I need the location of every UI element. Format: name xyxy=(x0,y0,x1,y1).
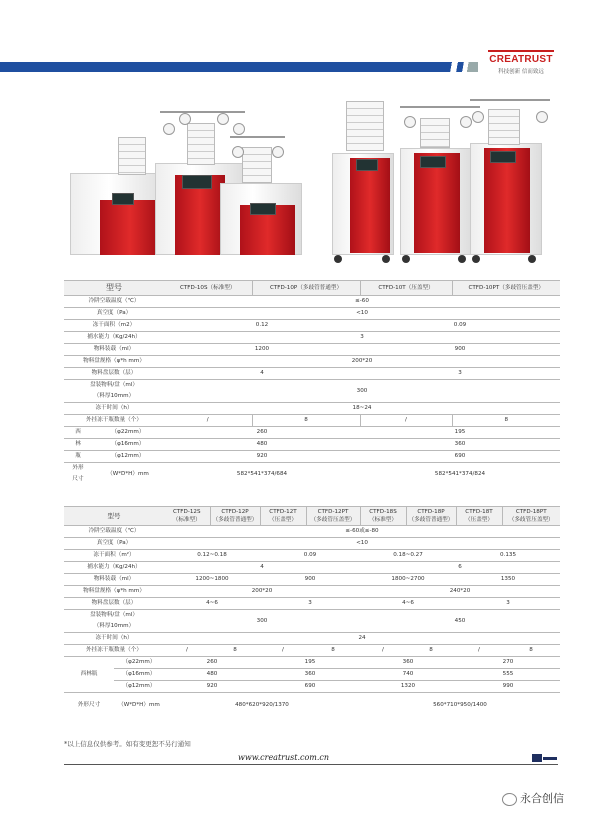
cell-value: 6 xyxy=(360,562,560,574)
row-label: 真空度（Pa） xyxy=(64,538,164,550)
model-name: CTFD-12T xyxy=(269,509,297,515)
cell-value: 480*620*920/1370 xyxy=(164,693,360,718)
table-row xyxy=(64,633,560,645)
cell-value: 360 xyxy=(360,657,456,669)
cell-value: 560*710*950/1400 xyxy=(360,693,560,718)
model-name: CTFD-18S xyxy=(369,509,397,515)
model-name: CTFD-18T xyxy=(465,509,493,515)
table-row xyxy=(64,681,560,693)
cell-value: 480 xyxy=(164,439,360,451)
row-label: 真空度（Pa） xyxy=(64,308,164,320)
cell-value: 300 xyxy=(164,610,360,633)
cell-value: <10 xyxy=(164,538,560,550)
model-name: CTFD-12PT xyxy=(317,509,349,515)
table-header-row xyxy=(64,281,560,296)
cell-value: 8 xyxy=(210,645,260,657)
row-label: 盘装物料/盘（ml） xyxy=(64,380,164,392)
product-photos xyxy=(60,88,570,263)
row-label: 冻干面积（m²） xyxy=(64,550,164,562)
cell-value: 200*20 xyxy=(164,586,360,598)
model-header: 型号 xyxy=(64,281,164,296)
row-label: 物料盘层数（层） xyxy=(64,368,164,380)
table-row xyxy=(64,463,560,475)
dim-unit: （W*D*H）mm xyxy=(114,693,164,718)
model-type: （多歧管压盖型） xyxy=(310,517,356,523)
model-name: CTFD-10T（压盖型） xyxy=(360,281,452,296)
row-label: 冻干面积（m2） xyxy=(64,320,164,332)
cell-value: / xyxy=(360,645,406,657)
table-row xyxy=(64,344,560,356)
model-cell xyxy=(164,507,210,526)
brand-logo xyxy=(488,50,554,75)
cell-value: 0.09 xyxy=(260,550,360,562)
flask-size: （φ22mm） xyxy=(114,657,164,669)
table-row xyxy=(64,320,560,332)
page-mark-bar xyxy=(543,757,557,760)
flask-size: （φ12mm） xyxy=(92,451,164,463)
cell-value: 480 xyxy=(164,669,260,681)
row-label: 物料盘规格（φ*h mm） xyxy=(64,586,164,598)
table-row xyxy=(64,645,560,657)
table-row xyxy=(64,332,560,344)
cell-value: 300 xyxy=(164,380,560,403)
row-label: 盘装物料/盘（ml） xyxy=(64,610,164,622)
product-image-12s xyxy=(332,98,402,263)
cell-value: / xyxy=(260,645,306,657)
table-row xyxy=(64,380,560,392)
row-label: 捕水能力（Kg/24h） xyxy=(64,562,164,574)
cell-value: 3 xyxy=(360,368,560,380)
row-label: 冻干时间（h） xyxy=(64,403,164,415)
model-name: CTFD-12P xyxy=(221,509,249,515)
cell-value: 582*541*374/824 xyxy=(360,463,560,486)
table-row xyxy=(64,693,560,718)
cell-value: 260 xyxy=(164,427,360,439)
cell-value: 200*20 xyxy=(164,356,560,368)
cell-value: 8 xyxy=(306,645,360,657)
table-row xyxy=(64,657,560,669)
model-cell xyxy=(260,507,306,526)
table-row xyxy=(64,296,560,308)
model-cell xyxy=(360,507,406,526)
table-row xyxy=(64,427,560,439)
cell-value: 0.12~0.18 xyxy=(164,550,260,562)
model-type: （标准型） xyxy=(369,517,397,523)
row-label: 瓶 xyxy=(64,451,92,463)
cell-value: 740 xyxy=(360,669,456,681)
model-cell xyxy=(306,507,360,526)
dim-unit: （W*D*H）mm xyxy=(92,463,164,486)
model-type: （压盖型） xyxy=(269,517,297,523)
cell-value: 900 xyxy=(360,344,560,356)
row-label: 西林瓶 xyxy=(64,657,114,693)
row-label: 西 xyxy=(64,427,92,439)
row-label: 外形 xyxy=(64,463,92,475)
model-name: CTFD-10PT（多歧管压盖型） xyxy=(452,281,560,296)
table-row xyxy=(64,526,560,538)
cell-value: 900 xyxy=(260,574,360,586)
cell-value: 450 xyxy=(360,610,560,633)
table-row xyxy=(64,308,560,320)
cell-value: / xyxy=(456,645,502,657)
row-label: 林 xyxy=(64,439,92,451)
row-label: 物料盘规格（φ*h mm） xyxy=(64,356,164,368)
table-row xyxy=(64,598,560,610)
wechat-watermark xyxy=(502,790,564,806)
row-label: 捕水能力（Kg/24h） xyxy=(64,332,164,344)
cell-value: / xyxy=(360,415,452,427)
row-label: 冻干时间（h） xyxy=(64,633,164,645)
table-row xyxy=(64,368,560,380)
cell-value: 1320 xyxy=(360,681,456,693)
table-row xyxy=(64,574,560,586)
cell-value: 690 xyxy=(260,681,360,693)
table-row xyxy=(64,562,560,574)
cell-value: 0.135 xyxy=(456,550,560,562)
model-name: CTFD-18P xyxy=(417,509,445,515)
row-label: （料厚10mm） xyxy=(93,623,135,629)
cell-value: 3 xyxy=(260,598,360,610)
model-name: CTFD-12S xyxy=(172,509,201,515)
row-label: 外挂冻干瓶数量（个） xyxy=(64,645,164,657)
cell-value: 4~6 xyxy=(164,598,260,610)
cell-value: <10 xyxy=(164,308,560,320)
model-cell xyxy=(406,507,456,526)
cell-value: 0.09 xyxy=(360,320,560,332)
brand-name: CREATRUST xyxy=(488,50,554,65)
table-row xyxy=(64,550,560,562)
table-row xyxy=(64,439,560,451)
model-type: （多歧管压盖型） xyxy=(508,517,554,523)
cell-value: 260 xyxy=(164,657,260,669)
cell-value: 8 xyxy=(252,415,360,427)
cell-value: 8 xyxy=(406,645,456,657)
model-name: CTFD-10S（标准型） xyxy=(164,281,252,296)
model-type: （多歧管普通型） xyxy=(212,517,258,523)
cell-value: 195 xyxy=(260,657,360,669)
model-type: （多歧管普通型） xyxy=(408,517,454,523)
model-name: CTFD-18PT xyxy=(515,509,547,515)
cell-value: 8 xyxy=(452,415,560,427)
spec-table-ctfd-12-18 xyxy=(64,506,560,717)
model-type: （压盖型） xyxy=(465,517,493,523)
product-image-12p xyxy=(400,93,480,263)
cell-value: 3 xyxy=(164,332,560,344)
cell-value: 360 xyxy=(260,669,360,681)
cell-value: 4 xyxy=(164,562,360,574)
footer-rule xyxy=(64,764,558,765)
cell-value: 8 xyxy=(502,645,560,657)
cell-value: 240*20 xyxy=(360,586,560,598)
row-label: 物料装载（ml） xyxy=(64,344,164,356)
cell-value: 990 xyxy=(456,681,560,693)
product-image-12pt xyxy=(470,88,555,263)
cell-value: 24 xyxy=(164,633,560,645)
cell-value: 1800~2700 xyxy=(360,574,456,586)
cell-value: 1350 xyxy=(456,574,560,586)
model-cell xyxy=(502,507,560,526)
table-row xyxy=(64,356,560,368)
cell-value: 1200~1800 xyxy=(164,574,260,586)
header-stripe xyxy=(0,62,470,72)
cell-value: 582*541*374/684 xyxy=(164,463,360,486)
website-link[interactable]: www.creatrust.com.cn xyxy=(238,753,330,762)
cell-value: 690 xyxy=(360,451,560,463)
model-header: 型号 xyxy=(64,507,164,526)
table-row xyxy=(64,451,560,463)
row-label: 外挂冻干瓶数量（个） xyxy=(64,415,164,427)
table-row xyxy=(64,669,560,681)
row-label: 冷阱空载温度（℃） xyxy=(64,526,164,538)
cell-value: 3 xyxy=(456,598,560,610)
table-row xyxy=(64,610,560,622)
cell-value: / xyxy=(164,645,210,657)
header-stripe-accent xyxy=(440,62,478,72)
model-cell xyxy=(210,507,260,526)
model-type: （标准型） xyxy=(172,517,201,523)
cell-value: / xyxy=(164,415,252,427)
cell-value: 195 xyxy=(360,427,560,439)
table-header-row xyxy=(64,507,560,526)
cell-value: 270 xyxy=(456,657,560,669)
table-row xyxy=(64,415,560,427)
cell-value: 555 xyxy=(456,669,560,681)
footnote: *以上信息仅供参考。如有变更恕不另行通知 xyxy=(64,740,191,748)
flask-size: （φ22mm） xyxy=(92,427,164,439)
cell-value: 0.18~0.27 xyxy=(360,550,456,562)
row-label: 尺寸 xyxy=(72,476,84,482)
row-label: 外形尺寸 xyxy=(64,693,114,718)
cell-value: 920 xyxy=(164,451,360,463)
brand-tagline: 科技创新 信而致远 xyxy=(498,69,544,75)
row-label: 物料装载（ml） xyxy=(64,574,164,586)
wechat-icon xyxy=(502,793,517,806)
flask-size: （φ16mm） xyxy=(92,439,164,451)
row-label: 冷阱空载温度（℃） xyxy=(64,296,164,308)
wechat-account: 永合创信 xyxy=(520,792,564,805)
cell-value: 18~24 xyxy=(164,403,560,415)
spec-table-ctfd-10 xyxy=(64,280,560,485)
cell-value: 360 xyxy=(360,439,560,451)
cell-value: 0.12 xyxy=(164,320,360,332)
row-label: 物料盘层数（层） xyxy=(64,598,164,610)
flask-size: （φ12mm） xyxy=(114,681,164,693)
model-cell xyxy=(456,507,502,526)
page-mark xyxy=(532,754,542,762)
table-row xyxy=(64,403,560,415)
model-name: CTFD-10P（多歧管普通型） xyxy=(252,281,360,296)
table-row xyxy=(64,586,560,598)
product-image-10t xyxy=(220,123,300,263)
cell-value: ≤-60 xyxy=(164,296,560,308)
product-image-10s xyxy=(70,133,165,263)
cell-value: 1200 xyxy=(164,344,360,356)
cell-value: 4~6 xyxy=(360,598,456,610)
cell-value: ≤-60或≤-80 xyxy=(164,526,560,538)
table-row xyxy=(64,538,560,550)
cell-value: 4 xyxy=(164,368,360,380)
flask-size: （φ16mm） xyxy=(114,669,164,681)
cell-value: 920 xyxy=(164,681,260,693)
row-label: （料厚10mm） xyxy=(93,393,135,399)
